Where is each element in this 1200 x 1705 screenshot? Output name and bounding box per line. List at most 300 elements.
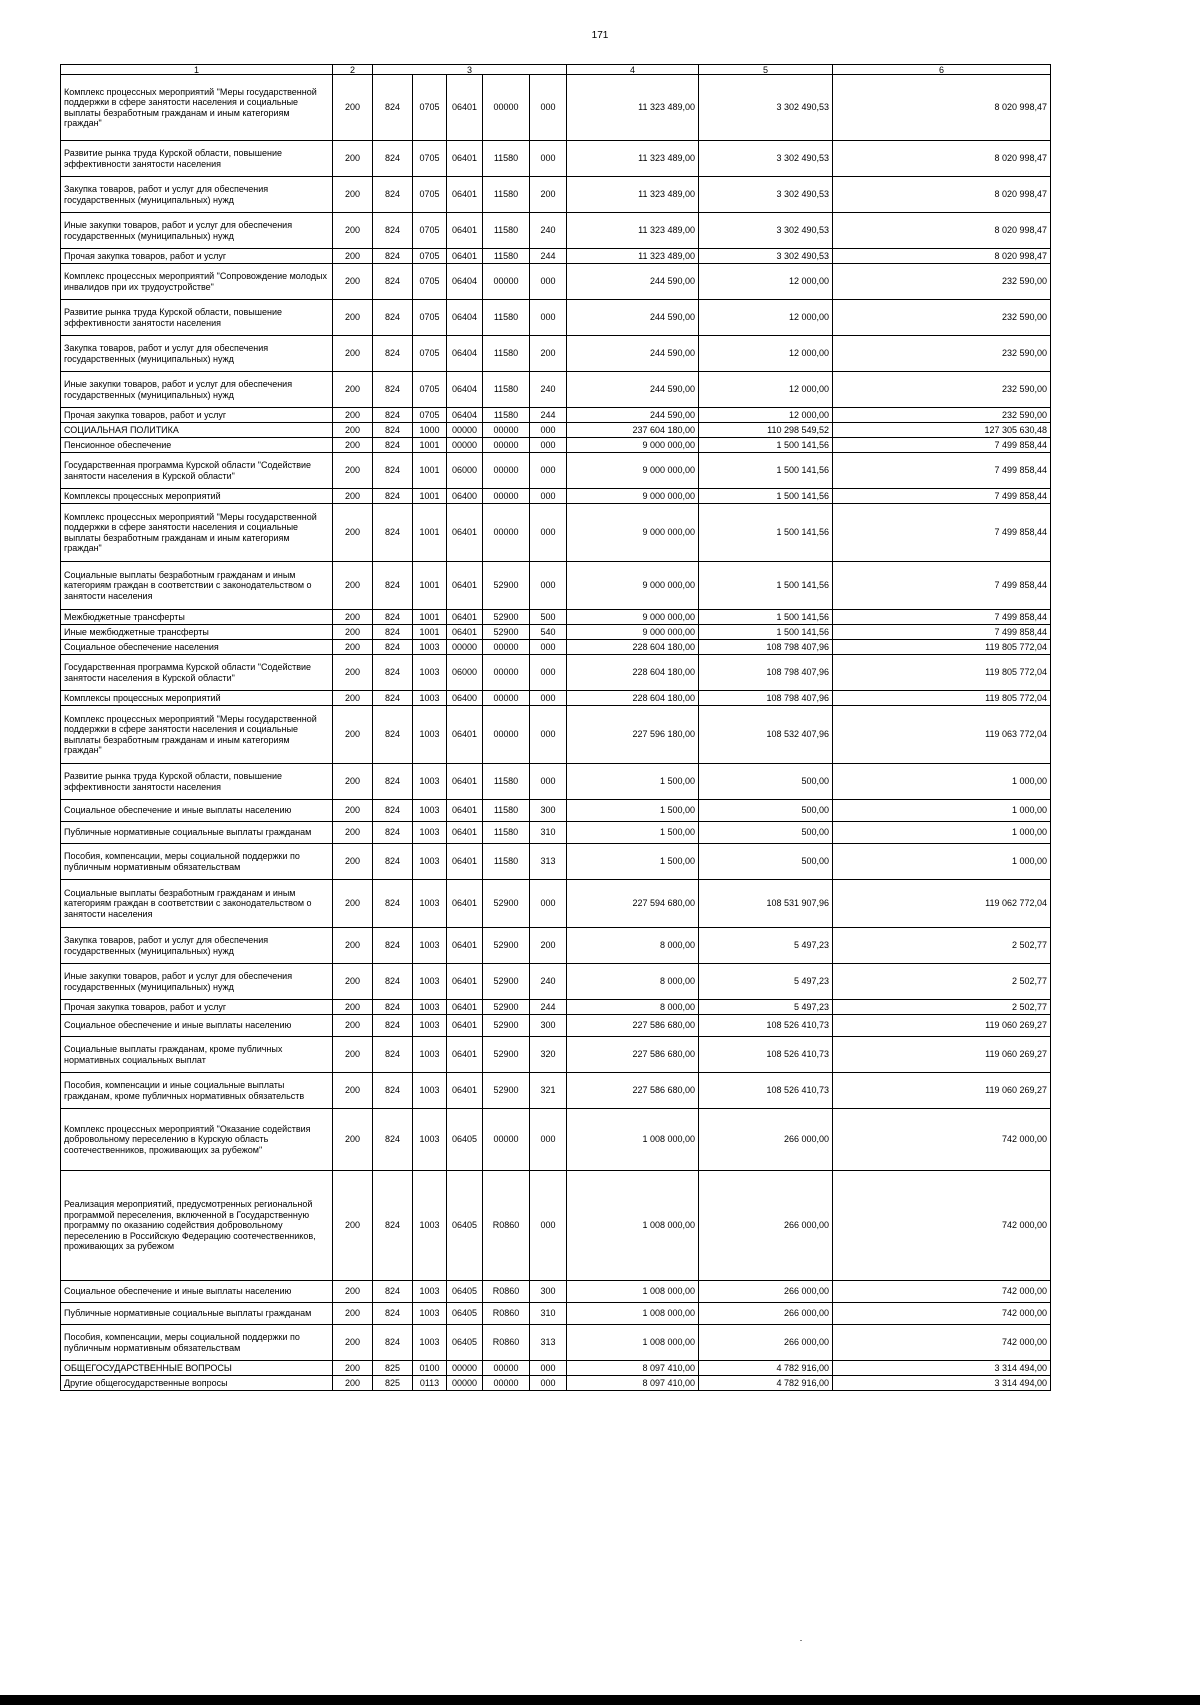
table-row xyxy=(61,1281,1051,1303)
row-amount-4: 11 323 489,00 xyxy=(567,75,699,141)
row-name: Комплекс процессных мероприятий "Меры государственной поддержки в сфере занятости населения и социальные выплаты безработным гражданам и иным категориям граждан" xyxy=(61,706,333,764)
row-code-5: 00000 xyxy=(483,264,530,300)
row-code-1: 200 xyxy=(333,844,373,880)
row-amount-6: 119 805 772,04 xyxy=(833,640,1051,655)
row-code-6: 000 xyxy=(530,504,567,562)
row-code-5: R0860 xyxy=(483,1303,530,1325)
row-amount-5: 1 500 141,56 xyxy=(699,562,833,610)
row-amount-5: 1 500 141,56 xyxy=(699,489,833,504)
row-code-1: 200 xyxy=(333,1109,373,1171)
row-code-6: 200 xyxy=(530,928,567,964)
row-amount-5: 5 497,23 xyxy=(699,964,833,1000)
row-code-2: 824 xyxy=(373,141,413,177)
row-code-6: 000 xyxy=(530,1376,567,1391)
row-code-3: 1001 xyxy=(413,562,447,610)
table-row xyxy=(61,764,1051,800)
row-code-2: 824 xyxy=(373,706,413,764)
row-code-5: 00000 xyxy=(483,453,530,489)
row-code-4: 06401 xyxy=(447,800,483,822)
row-amount-5: 266 000,00 xyxy=(699,1303,833,1325)
row-code-4: 06401 xyxy=(447,625,483,640)
row-code-1: 200 xyxy=(333,177,373,213)
table-row xyxy=(61,1303,1051,1325)
row-code-1: 200 xyxy=(333,706,373,764)
row-amount-6: 232 590,00 xyxy=(833,336,1051,372)
table-row xyxy=(61,177,1051,213)
row-code-5: 52900 xyxy=(483,1037,530,1073)
row-amount-4: 1 500,00 xyxy=(567,800,699,822)
row-name: Иные межбюджетные трансферты xyxy=(61,625,333,640)
row-amount-5: 5 497,23 xyxy=(699,1000,833,1015)
row-code-5: 00000 xyxy=(483,691,530,706)
row-name: Комплексы процессных мероприятий xyxy=(61,489,333,504)
row-code-5: 00000 xyxy=(483,1376,530,1391)
row-amount-5: 12 000,00 xyxy=(699,300,833,336)
header-row xyxy=(61,65,1051,75)
row-name: Пособия, компенсации, меры социальной поддержки по публичным нормативным обязательствам xyxy=(61,844,333,880)
row-code-6: 000 xyxy=(530,691,567,706)
row-code-2: 824 xyxy=(373,764,413,800)
row-amount-6: 232 590,00 xyxy=(833,300,1051,336)
row-amount-4: 227 586 680,00 xyxy=(567,1015,699,1037)
row-code-5: 00000 xyxy=(483,655,530,691)
row-code-6: 000 xyxy=(530,300,567,336)
row-code-1: 200 xyxy=(333,625,373,640)
row-code-5: 00000 xyxy=(483,489,530,504)
row-amount-5: 266 000,00 xyxy=(699,1325,833,1361)
table-row xyxy=(61,300,1051,336)
row-code-2: 824 xyxy=(373,372,413,408)
row-code-5: 52900 xyxy=(483,1073,530,1109)
row-amount-5: 108 798 407,96 xyxy=(699,691,833,706)
row-code-3: 1003 xyxy=(413,1109,447,1171)
row-code-2: 824 xyxy=(373,655,413,691)
row-code-1: 200 xyxy=(333,264,373,300)
row-amount-6: 2 502,77 xyxy=(833,928,1051,964)
row-amount-6: 742 000,00 xyxy=(833,1303,1051,1325)
row-amount-5: 3 302 490,53 xyxy=(699,177,833,213)
row-amount-6: 7 499 858,44 xyxy=(833,453,1051,489)
row-code-4: 06405 xyxy=(447,1171,483,1281)
row-name: Комплекс процессных мероприятий "Сопровождение молодых инвалидов при их трудоустройстве" xyxy=(61,264,333,300)
row-code-3: 1003 xyxy=(413,822,447,844)
row-amount-4: 228 604 180,00 xyxy=(567,655,699,691)
row-code-1: 200 xyxy=(333,504,373,562)
row-amount-4: 227 586 680,00 xyxy=(567,1073,699,1109)
row-name: Пенсионное обеспечение xyxy=(61,438,333,453)
row-name: Развитие рынка труда Курской области, повышение эффективности занятости населения xyxy=(61,141,333,177)
table-row xyxy=(61,1073,1051,1109)
row-code-6: 000 xyxy=(530,453,567,489)
row-code-3: 1001 xyxy=(413,625,447,640)
row-code-4: 00000 xyxy=(447,1376,483,1391)
table-row xyxy=(61,1325,1051,1361)
row-amount-5: 108 526 410,73 xyxy=(699,1037,833,1073)
row-amount-5: 266 000,00 xyxy=(699,1281,833,1303)
row-code-6: 313 xyxy=(530,1325,567,1361)
row-name: Публичные нормативные социальные выплаты гражданам xyxy=(61,1303,333,1325)
row-amount-4: 1 008 000,00 xyxy=(567,1171,699,1281)
row-code-5: 52900 xyxy=(483,880,530,928)
row-name: Государственная программа Курской области "Содействие занятости населения в Курской области" xyxy=(61,655,333,691)
table-row xyxy=(61,800,1051,822)
table-row xyxy=(61,1109,1051,1171)
table-row xyxy=(61,438,1051,453)
row-name: Социальное обеспечение и иные выплаты населению xyxy=(61,1281,333,1303)
row-code-4: 06401 xyxy=(447,610,483,625)
row-code-5: 00000 xyxy=(483,75,530,141)
table-row xyxy=(61,1037,1051,1073)
row-code-1: 200 xyxy=(333,408,373,423)
row-amount-6: 1 000,00 xyxy=(833,822,1051,844)
row-code-3: 0705 xyxy=(413,264,447,300)
row-code-6: 000 xyxy=(530,880,567,928)
row-code-5: R0860 xyxy=(483,1281,530,1303)
row-code-3: 1001 xyxy=(413,489,447,504)
row-code-2: 824 xyxy=(373,1303,413,1325)
row-code-3: 0705 xyxy=(413,249,447,264)
row-amount-6: 7 499 858,44 xyxy=(833,625,1051,640)
row-amount-4: 9 000 000,00 xyxy=(567,489,699,504)
row-code-4: 06401 xyxy=(447,562,483,610)
row-code-6: 000 xyxy=(530,764,567,800)
row-code-4: 06405 xyxy=(447,1303,483,1325)
row-amount-4: 228 604 180,00 xyxy=(567,691,699,706)
row-code-5: 11580 xyxy=(483,336,530,372)
row-code-4: 06000 xyxy=(447,453,483,489)
row-name: Социальное обеспечение населения xyxy=(61,640,333,655)
row-code-3: 1001 xyxy=(413,504,447,562)
row-code-2: 824 xyxy=(373,489,413,504)
row-code-6: 000 xyxy=(530,1171,567,1281)
row-code-2: 824 xyxy=(373,249,413,264)
row-name: Пособия, компенсации и иные социальные выплаты гражданам, кроме публичных нормативных обязательств xyxy=(61,1073,333,1109)
row-code-5: 11580 xyxy=(483,141,530,177)
row-code-3: 0705 xyxy=(413,300,447,336)
row-code-5: 00000 xyxy=(483,640,530,655)
row-name: Комплексы процессных мероприятий xyxy=(61,691,333,706)
row-amount-4: 244 590,00 xyxy=(567,408,699,423)
row-code-3: 1003 xyxy=(413,928,447,964)
row-code-1: 200 xyxy=(333,610,373,625)
row-code-1: 200 xyxy=(333,928,373,964)
row-name: Реализация мероприятий, предусмотренных региональной программой переселения, включенной в Государственную программу по оказанию содействия добровольному переселению в Российскую Федерацию соотечественников, проживающих за рубежом xyxy=(61,1171,333,1281)
table-row xyxy=(61,249,1051,264)
table-row xyxy=(61,928,1051,964)
row-code-1: 200 xyxy=(333,300,373,336)
row-code-3: 1003 xyxy=(413,1073,447,1109)
row-code-3: 1003 xyxy=(413,1171,447,1281)
row-code-3: 0705 xyxy=(413,213,447,249)
row-code-5: 00000 xyxy=(483,1361,530,1376)
row-code-2: 824 xyxy=(373,1171,413,1281)
row-code-3: 1001 xyxy=(413,610,447,625)
row-code-6: 320 xyxy=(530,1037,567,1073)
row-amount-4: 227 586 680,00 xyxy=(567,1037,699,1073)
row-code-1: 200 xyxy=(333,1361,373,1376)
row-code-4: 06401 xyxy=(447,844,483,880)
row-amount-6: 1 000,00 xyxy=(833,800,1051,822)
row-code-3: 1003 xyxy=(413,1303,447,1325)
page-number: 171 xyxy=(591,30,609,41)
row-name: Комплекс процессных мероприятий "Оказание содействия добровольному переселению в Курскую область соотечественников, проживающих за рубежом" xyxy=(61,1109,333,1171)
row-amount-6: 119 805 772,04 xyxy=(833,691,1051,706)
table-row xyxy=(61,964,1051,1000)
row-code-4: 06401 xyxy=(447,1000,483,1015)
row-code-4: 06401 xyxy=(447,249,483,264)
row-amount-4: 237 604 180,00 xyxy=(567,423,699,438)
table-row xyxy=(61,844,1051,880)
row-code-4: 06405 xyxy=(447,1109,483,1171)
row-code-4: 00000 xyxy=(447,1361,483,1376)
row-code-5: 00000 xyxy=(483,706,530,764)
row-code-6: 000 xyxy=(530,640,567,655)
row-code-2: 824 xyxy=(373,610,413,625)
row-code-1: 200 xyxy=(333,438,373,453)
row-code-4: 06404 xyxy=(447,336,483,372)
table-row xyxy=(61,213,1051,249)
row-code-5: 52900 xyxy=(483,964,530,1000)
table-row xyxy=(61,408,1051,423)
row-code-6: 244 xyxy=(530,249,567,264)
row-code-4: 06401 xyxy=(447,764,483,800)
row-code-6: 300 xyxy=(530,1015,567,1037)
row-name: СОЦИАЛЬНАЯ ПОЛИТИКА xyxy=(61,423,333,438)
row-code-3: 1003 xyxy=(413,764,447,800)
row-code-4: 06401 xyxy=(447,880,483,928)
row-code-5: 11580 xyxy=(483,764,530,800)
row-code-6: 240 xyxy=(530,213,567,249)
row-name: Закупка товаров, работ и услуг для обеспечения государственных (муниципальных) нужд xyxy=(61,928,333,964)
row-name: Развитие рынка труда Курской области, повышение эффективности занятости населения xyxy=(61,764,333,800)
row-code-2: 824 xyxy=(373,1000,413,1015)
row-code-3: 1003 xyxy=(413,706,447,764)
row-code-4: 06401 xyxy=(447,1015,483,1037)
row-amount-4: 244 590,00 xyxy=(567,300,699,336)
row-code-6: 000 xyxy=(530,655,567,691)
row-amount-5: 108 526 410,73 xyxy=(699,1015,833,1037)
row-name: Комплекс процессных мероприятий "Меры государственной поддержки в сфере занятости населения и социальные выплаты безработным гражданам и иным категориям граждан" xyxy=(61,75,333,141)
row-name: Прочая закупка товаров, работ и услуг xyxy=(61,1000,333,1015)
row-code-4: 06401 xyxy=(447,1037,483,1073)
row-code-1: 200 xyxy=(333,423,373,438)
row-code-1: 200 xyxy=(333,1281,373,1303)
row-code-4: 06401 xyxy=(447,141,483,177)
row-amount-6: 119 060 269,27 xyxy=(833,1037,1051,1073)
row-code-5: 52900 xyxy=(483,610,530,625)
row-code-3: 1003 xyxy=(413,844,447,880)
row-amount-5: 108 532 407,96 xyxy=(699,706,833,764)
row-code-4: 06401 xyxy=(447,706,483,764)
row-code-5: R0860 xyxy=(483,1325,530,1361)
row-code-5: 11580 xyxy=(483,408,530,423)
header-col-6: 6 xyxy=(833,65,1051,75)
row-amount-5: 4 782 916,00 xyxy=(699,1361,833,1376)
row-code-1: 200 xyxy=(333,764,373,800)
table-row xyxy=(61,141,1051,177)
row-amount-4: 9 000 000,00 xyxy=(567,453,699,489)
table-row xyxy=(61,640,1051,655)
row-amount-6: 119 062 772,04 xyxy=(833,880,1051,928)
row-amount-6: 127 305 630,48 xyxy=(833,423,1051,438)
row-code-5: 11580 xyxy=(483,213,530,249)
row-code-1: 200 xyxy=(333,75,373,141)
row-code-3: 1003 xyxy=(413,964,447,1000)
row-name: Социальное обеспечение и иные выплаты населению xyxy=(61,1015,333,1037)
row-code-4: 00000 xyxy=(447,438,483,453)
row-amount-4: 8 097 410,00 xyxy=(567,1376,699,1391)
row-amount-5: 1 500 141,56 xyxy=(699,610,833,625)
row-code-2: 824 xyxy=(373,844,413,880)
row-code-1: 200 xyxy=(333,141,373,177)
row-amount-5: 110 298 549,52 xyxy=(699,423,833,438)
row-name: Развитие рынка труда Курской области, повышение эффективности занятости населения xyxy=(61,300,333,336)
row-code-6: 000 xyxy=(530,264,567,300)
row-name: Иные закупки товаров, работ и услуг для обеспечения государственных (муниципальных) нужд xyxy=(61,964,333,1000)
row-name: Социальные выплаты безработным гражданам и иным категориям граждан в соответствии с законодательством о занятости населения xyxy=(61,880,333,928)
row-code-3: 1001 xyxy=(413,438,447,453)
row-amount-6: 742 000,00 xyxy=(833,1171,1051,1281)
row-code-5: 11580 xyxy=(483,177,530,213)
row-code-2: 824 xyxy=(373,423,413,438)
row-code-1: 200 xyxy=(333,453,373,489)
row-code-3: 1003 xyxy=(413,691,447,706)
row-amount-5: 108 526 410,73 xyxy=(699,1073,833,1109)
row-code-6: 200 xyxy=(530,177,567,213)
row-amount-5: 3 302 490,53 xyxy=(699,75,833,141)
row-code-2: 824 xyxy=(373,928,413,964)
row-code-3: 0705 xyxy=(413,177,447,213)
scan-speck xyxy=(800,1640,802,1641)
row-amount-5: 500,00 xyxy=(699,844,833,880)
row-code-3: 1003 xyxy=(413,880,447,928)
header-col-5: 5 xyxy=(699,65,833,75)
row-code-5: R0860 xyxy=(483,1171,530,1281)
row-code-1: 200 xyxy=(333,562,373,610)
row-amount-6: 742 000,00 xyxy=(833,1325,1051,1361)
row-code-4: 06400 xyxy=(447,691,483,706)
row-name: Прочая закупка товаров, работ и услуг xyxy=(61,408,333,423)
row-code-3: 0705 xyxy=(413,408,447,423)
row-code-2: 824 xyxy=(373,504,413,562)
row-name: Публичные нормативные социальные выплаты гражданам xyxy=(61,822,333,844)
row-code-1: 200 xyxy=(333,213,373,249)
row-code-1: 200 xyxy=(333,655,373,691)
header-col-1: 1 xyxy=(61,65,333,75)
row-code-4: 06401 xyxy=(447,822,483,844)
row-amount-4: 228 604 180,00 xyxy=(567,640,699,655)
table-row xyxy=(61,264,1051,300)
row-amount-4: 11 323 489,00 xyxy=(567,141,699,177)
row-code-6: 000 xyxy=(530,562,567,610)
row-amount-4: 227 596 180,00 xyxy=(567,706,699,764)
row-code-5: 11580 xyxy=(483,800,530,822)
row-name: Комплекс процессных мероприятий "Меры государственной поддержки в сфере занятости населения и социальные выплаты безработным гражданам и иным категориям граждан" xyxy=(61,504,333,562)
row-amount-5: 3 302 490,53 xyxy=(699,249,833,264)
row-code-4: 06401 xyxy=(447,177,483,213)
row-code-1: 200 xyxy=(333,249,373,264)
row-code-5: 52900 xyxy=(483,928,530,964)
row-code-3: 1000 xyxy=(413,423,447,438)
row-code-1: 200 xyxy=(333,880,373,928)
row-name: Другие общегосударственные вопросы xyxy=(61,1376,333,1391)
row-code-5: 00000 xyxy=(483,504,530,562)
row-code-1: 200 xyxy=(333,1015,373,1037)
row-code-4: 06401 xyxy=(447,1073,483,1109)
row-amount-4: 1 008 000,00 xyxy=(567,1325,699,1361)
table-row xyxy=(61,1015,1051,1037)
row-name: ОБЩЕГОСУДАРСТВЕННЫЕ ВОПРОСЫ xyxy=(61,1361,333,1376)
row-code-3: 1003 xyxy=(413,1037,447,1073)
row-amount-4: 1 500,00 xyxy=(567,844,699,880)
row-amount-4: 8 097 410,00 xyxy=(567,1361,699,1376)
row-name: Социальные выплаты безработным гражданам и иным категориям граждан в соответствии с законодательством о занятости населения xyxy=(61,562,333,610)
row-code-2: 824 xyxy=(373,800,413,822)
row-amount-5: 500,00 xyxy=(699,822,833,844)
row-amount-4: 8 000,00 xyxy=(567,928,699,964)
row-amount-4: 9 000 000,00 xyxy=(567,504,699,562)
row-amount-4: 9 000 000,00 xyxy=(567,438,699,453)
row-code-1: 200 xyxy=(333,1325,373,1361)
row-amount-6: 8 020 998,47 xyxy=(833,213,1051,249)
row-code-3: 1003 xyxy=(413,1000,447,1015)
row-code-2: 824 xyxy=(373,964,413,1000)
row-code-6: 000 xyxy=(530,423,567,438)
table-row xyxy=(61,822,1051,844)
row-code-1: 200 xyxy=(333,640,373,655)
row-name: Иные закупки товаров, работ и услуг для обеспечения государственных (муниципальных) нужд xyxy=(61,213,333,249)
row-code-6: 000 xyxy=(530,141,567,177)
row-amount-4: 9 000 000,00 xyxy=(567,562,699,610)
row-amount-5: 1 500 141,56 xyxy=(699,504,833,562)
row-code-6: 000 xyxy=(530,438,567,453)
table-row xyxy=(61,691,1051,706)
row-code-5: 52900 xyxy=(483,1000,530,1015)
table-row xyxy=(61,625,1051,640)
row-code-2: 824 xyxy=(373,213,413,249)
row-code-2: 824 xyxy=(373,1015,413,1037)
table-row xyxy=(61,706,1051,764)
row-code-5: 11580 xyxy=(483,372,530,408)
row-code-5: 11580 xyxy=(483,300,530,336)
row-code-6: 310 xyxy=(530,1303,567,1325)
row-code-5: 11580 xyxy=(483,822,530,844)
row-code-1: 200 xyxy=(333,1000,373,1015)
row-code-2: 824 xyxy=(373,1281,413,1303)
row-code-3: 1003 xyxy=(413,1015,447,1037)
table-row xyxy=(61,75,1051,141)
row-amount-6: 119 805 772,04 xyxy=(833,655,1051,691)
row-amount-6: 7 499 858,44 xyxy=(833,562,1051,610)
row-code-2: 824 xyxy=(373,438,413,453)
row-code-3: 0113 xyxy=(413,1376,447,1391)
row-amount-6: 7 499 858,44 xyxy=(833,489,1051,504)
row-amount-5: 12 000,00 xyxy=(699,408,833,423)
row-code-4: 00000 xyxy=(447,640,483,655)
table-row xyxy=(61,336,1051,372)
row-code-6: 000 xyxy=(530,706,567,764)
row-amount-5: 3 302 490,53 xyxy=(699,213,833,249)
row-code-1: 200 xyxy=(333,336,373,372)
row-code-6: 500 xyxy=(530,610,567,625)
row-code-1: 200 xyxy=(333,691,373,706)
row-code-6: 000 xyxy=(530,1109,567,1171)
row-amount-5: 12 000,00 xyxy=(699,336,833,372)
row-amount-4: 9 000 000,00 xyxy=(567,610,699,625)
row-code-1: 200 xyxy=(333,372,373,408)
row-amount-5: 266 000,00 xyxy=(699,1109,833,1171)
row-name: Иные закупки товаров, работ и услуг для обеспечения государственных (муниципальных) нужд xyxy=(61,372,333,408)
